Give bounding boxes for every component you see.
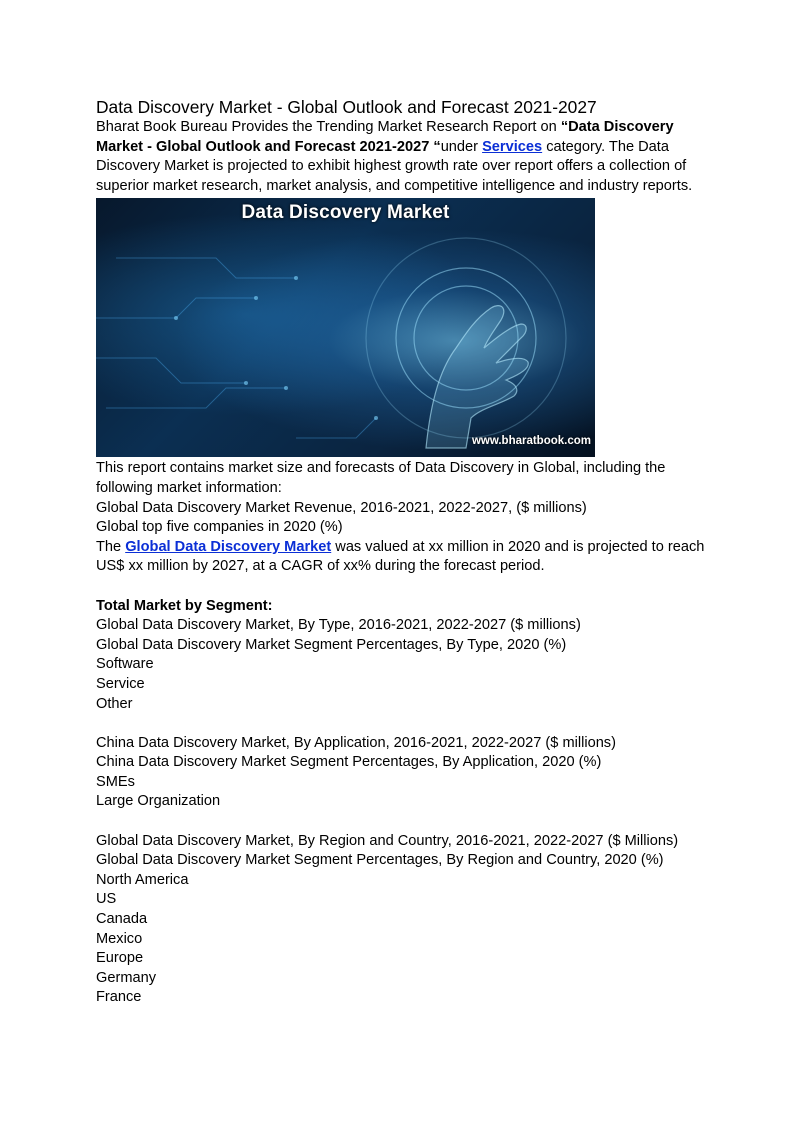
circuit-graphic <box>96 198 595 457</box>
intro-paragraph <box>96 118 706 196</box>
region-line: Global Data Discovery Market, By Region and Country, 2016-2021, 2022-2027 ($ Millions) <box>96 832 679 849</box>
info-line: Global Data Discovery Market Revenue, 2016-2021, 2022-2027, ($ millions) <box>96 499 587 516</box>
intro-under-text: under <box>440 138 483 155</box>
application-line: China Data Discovery Market, By Application, 2016-2021, 2022-2027 ($ millions) <box>96 734 616 751</box>
info-line: Global top five companies in 2020 (%) <box>96 519 343 536</box>
region-line: Global Data Discovery Market Segment Percentages, By Region and Country, 2020 (%) <box>96 852 664 869</box>
type-item: Software <box>96 656 154 673</box>
services-link[interactable]: Services <box>482 138 543 155</box>
region-item: US <box>96 891 117 908</box>
report-banner-image <box>96 198 595 457</box>
region-item: Germany <box>96 969 157 986</box>
valuation-suffix: was valued at xx million in 2020 and is projected to reach US$ xx million by 2027, at a CAGR of xx% during the forecast period. <box>96 538 705 575</box>
application-item: Large Organization <box>96 793 221 810</box>
region-item: France <box>96 989 142 1006</box>
type-line: Global Data Discovery Market, By Type, 2016-2021, 2022-2027 ($ millions) <box>96 617 581 634</box>
type-item: Service <box>96 675 145 692</box>
region-item: Canada <box>96 911 148 928</box>
spacer <box>96 577 706 597</box>
region-item: Europe <box>96 950 144 967</box>
spacer <box>96 812 706 832</box>
valuation-prefix: The <box>96 538 126 555</box>
document-body <box>96 96 706 1008</box>
segment-heading-text: Total Market by Segment: <box>96 597 273 614</box>
banner-caption: www.bharatbook.com <box>471 434 591 447</box>
type-item: Other <box>96 695 133 712</box>
region-item: North America <box>96 871 189 888</box>
application-line: China Data Discovery Market Segment Percentages, By Application, 2020 (%) <box>96 754 602 771</box>
banner-title: Data Discovery Market <box>241 202 450 224</box>
valuation-paragraph <box>96 538 706 577</box>
type-line: Global Data Discovery Market Segment Percentages, By Type, 2020 (%) <box>96 636 567 653</box>
document-title: Data Discovery Market - Global Outlook and Forecast 2021-2027 <box>96 97 597 117</box>
intro-report-name: “Data Discovery Market - Global Outlook and Forecast 2021-2027 “ <box>96 119 674 155</box>
region-item: Mexico <box>96 930 143 947</box>
info-line: This report contains market size and forecasts of Data Discovery in Global, including the following market information: <box>96 460 666 496</box>
segment-heading <box>96 597 706 617</box>
intro-tail-text: category. The Data Discovery Market is projected to exhibit highest growth rate over report offers a collection of superior market research, market analysis, and competitive intelligence and industry reports. <box>96 138 693 194</box>
global-market-link[interactable]: Global Data Discovery Market <box>125 538 332 555</box>
application-item: SMEs <box>96 773 135 790</box>
intro-text: Bharat Book Bureau Provides the Trending Market Research Report on <box>96 119 561 135</box>
spacer <box>96 714 706 734</box>
